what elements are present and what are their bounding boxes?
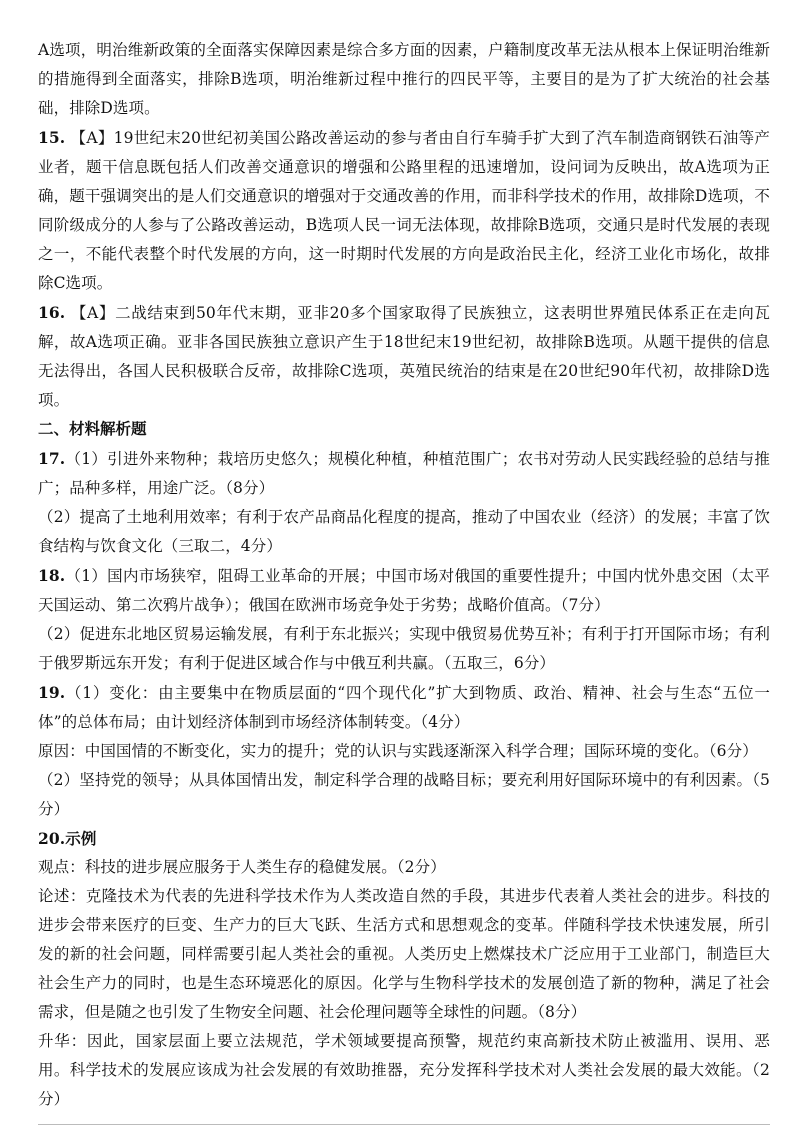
answer-q18-2: （2）促进东北地区贸易运输发展，有利于东北振兴；实现中俄贸易优势互补；有利于打开国际市场；有利于俄罗斯远东开发；有利于促进区域合作与中俄互利共赢。（五取三，6分） [38,625,770,672]
q18-part1: （1）国内市场狭窄，阻碍工业革命的开展；中国市场对俄国的重要性提升；中国内忧外患交困（太平天国运动、第二次鸦片战争）；俄国在欧洲市场竞争处于劣势；战略价值高。（7分） [38,567,770,614]
q20-viewpoint: 观点：科技的进步展应服务于人类生存的稳健发展。（2分） [38,858,446,876]
answer-q19-1 [38,678,770,737]
q17-number: 17. [38,449,66,468]
q19-number: 19. [38,683,66,702]
answer-q19-2: （2）坚持党的领导；从具体国情出发，制定科学合理的战略目标；要充利用好国际环境中的有利因素。（5分） [38,771,770,818]
q20-argument: 论述：克隆技术为代表的先进科学技术作为人类改造自然的手段，其进步代表着人类社会的进步。科技的进步会带来医疗的巨变、生产力的巨大飞跃、生活方式和思想观念的变革。伴随科学技术快速发展，所引发的新的社会问题，同样需要引起人类社会的重视。人类历史上燃煤技术广泛应用于工业部门，制造巨大社会生产力的同时，也是生态环境恶化的原因。化学与生物科学技术的发展创造了新的物种，满足了社会需求，但是随之也引发了生物安全问题、社会伦理问题等全球性的问题。（8分） [38,887,770,1021]
q19-part1: （1）变化：由主要集中在物质层面的“四个现代化”扩大到物质、政治、精神、社会与生态“五位一体”的总体布局；由计划经济体制到市场经济体制转变。（4分） [38,684,770,731]
answer-q19-reason: 原因：中国国情的不断变化，实力的提升；党的认识与实践逐渐深入科学合理；国际环境的变化。（6分） [38,742,758,760]
q16-text: 【A】二战结束到50年代末期，亚非20多个国家取得了民族独立，这表明世界殖民体系正在走向瓦解，故A选项正确。亚非各国民族独立意识产生于18世纪末19世纪初，故排除B选项。从题干提供的信息无法得出，各国人民积极联合反帝，故排除C选项，英殖民统治的结束是在20世纪90年代初，故排除D选项。 [38,304,770,409]
q20-title: 20.示例 [38,829,97,848]
paragraph-q14-cont: A选项，明治维新政策的全面落实保障因素是综合多方面的因素，户籍制度改革无法从根本上保证明治维新的措施得到全面落实，排除B选项，明治维新过程中推行的四民平等，主要目的是为了扩大统治的社会基础，排除D选项。 [38,41,770,117]
answer-q15 [38,123,770,298]
q15-text: 【A】19世纪末20世纪初美国公路改善运动的参与者由自行车骑手扩大到了汽车制造商钢铁石油等产业者，题干信息既包括人们改善交通意识的增强和公路里程的迅速增加，设问词为反映出，故A选项为正确，题干强调突出的是人们交通意识的增强对于交通改善的作用，而非科学技术的作用，故排除D选项，不同阶级成分的人参与了公路改善运动，B选项人民一词无法体现，故排除B选项，交通只是时代发展的表现之一，不能代表整个时代发展的方向，这一时期时代发展的方向是政治民主化，经济工业化市场化，故排除C选项。 [38,129,770,292]
answer-q17-2: （2）提高了土地利用效率；有利于农产品商品化程度的提高，推动了中国农业（经济）的发展；丰富了饮食结构与饮食文化（三取二，4分） [38,508,770,555]
q18-number: 18. [38,566,66,585]
bottom-divider [38,1124,770,1125]
section-heading: 二、材料解析题 [38,420,147,438]
answer-document [38,36,770,1114]
answer-q16 [38,298,770,415]
q17-part1: （1）引进外来物种；栽培历史悠久；规模化种植，种植范围广；农书对劳动人民实践经验的总结与推广；品种多样，用途广泛。（8分） [38,450,770,497]
q15-number: 15. [38,128,66,147]
answer-q18-1 [38,561,770,620]
q20-sublimation: 升华：因此，国家层面上要立法规范，学术领域要提高预警，规范约束高新技术防止被滥用、误用、恶用。科学技术的发展应该成为社会发展的有效助推器，充分发挥科学技术对人类社会发展的最大效能。（2分） [38,1032,770,1108]
q16-number: 16. [38,303,66,322]
answer-q17-1 [38,444,770,503]
